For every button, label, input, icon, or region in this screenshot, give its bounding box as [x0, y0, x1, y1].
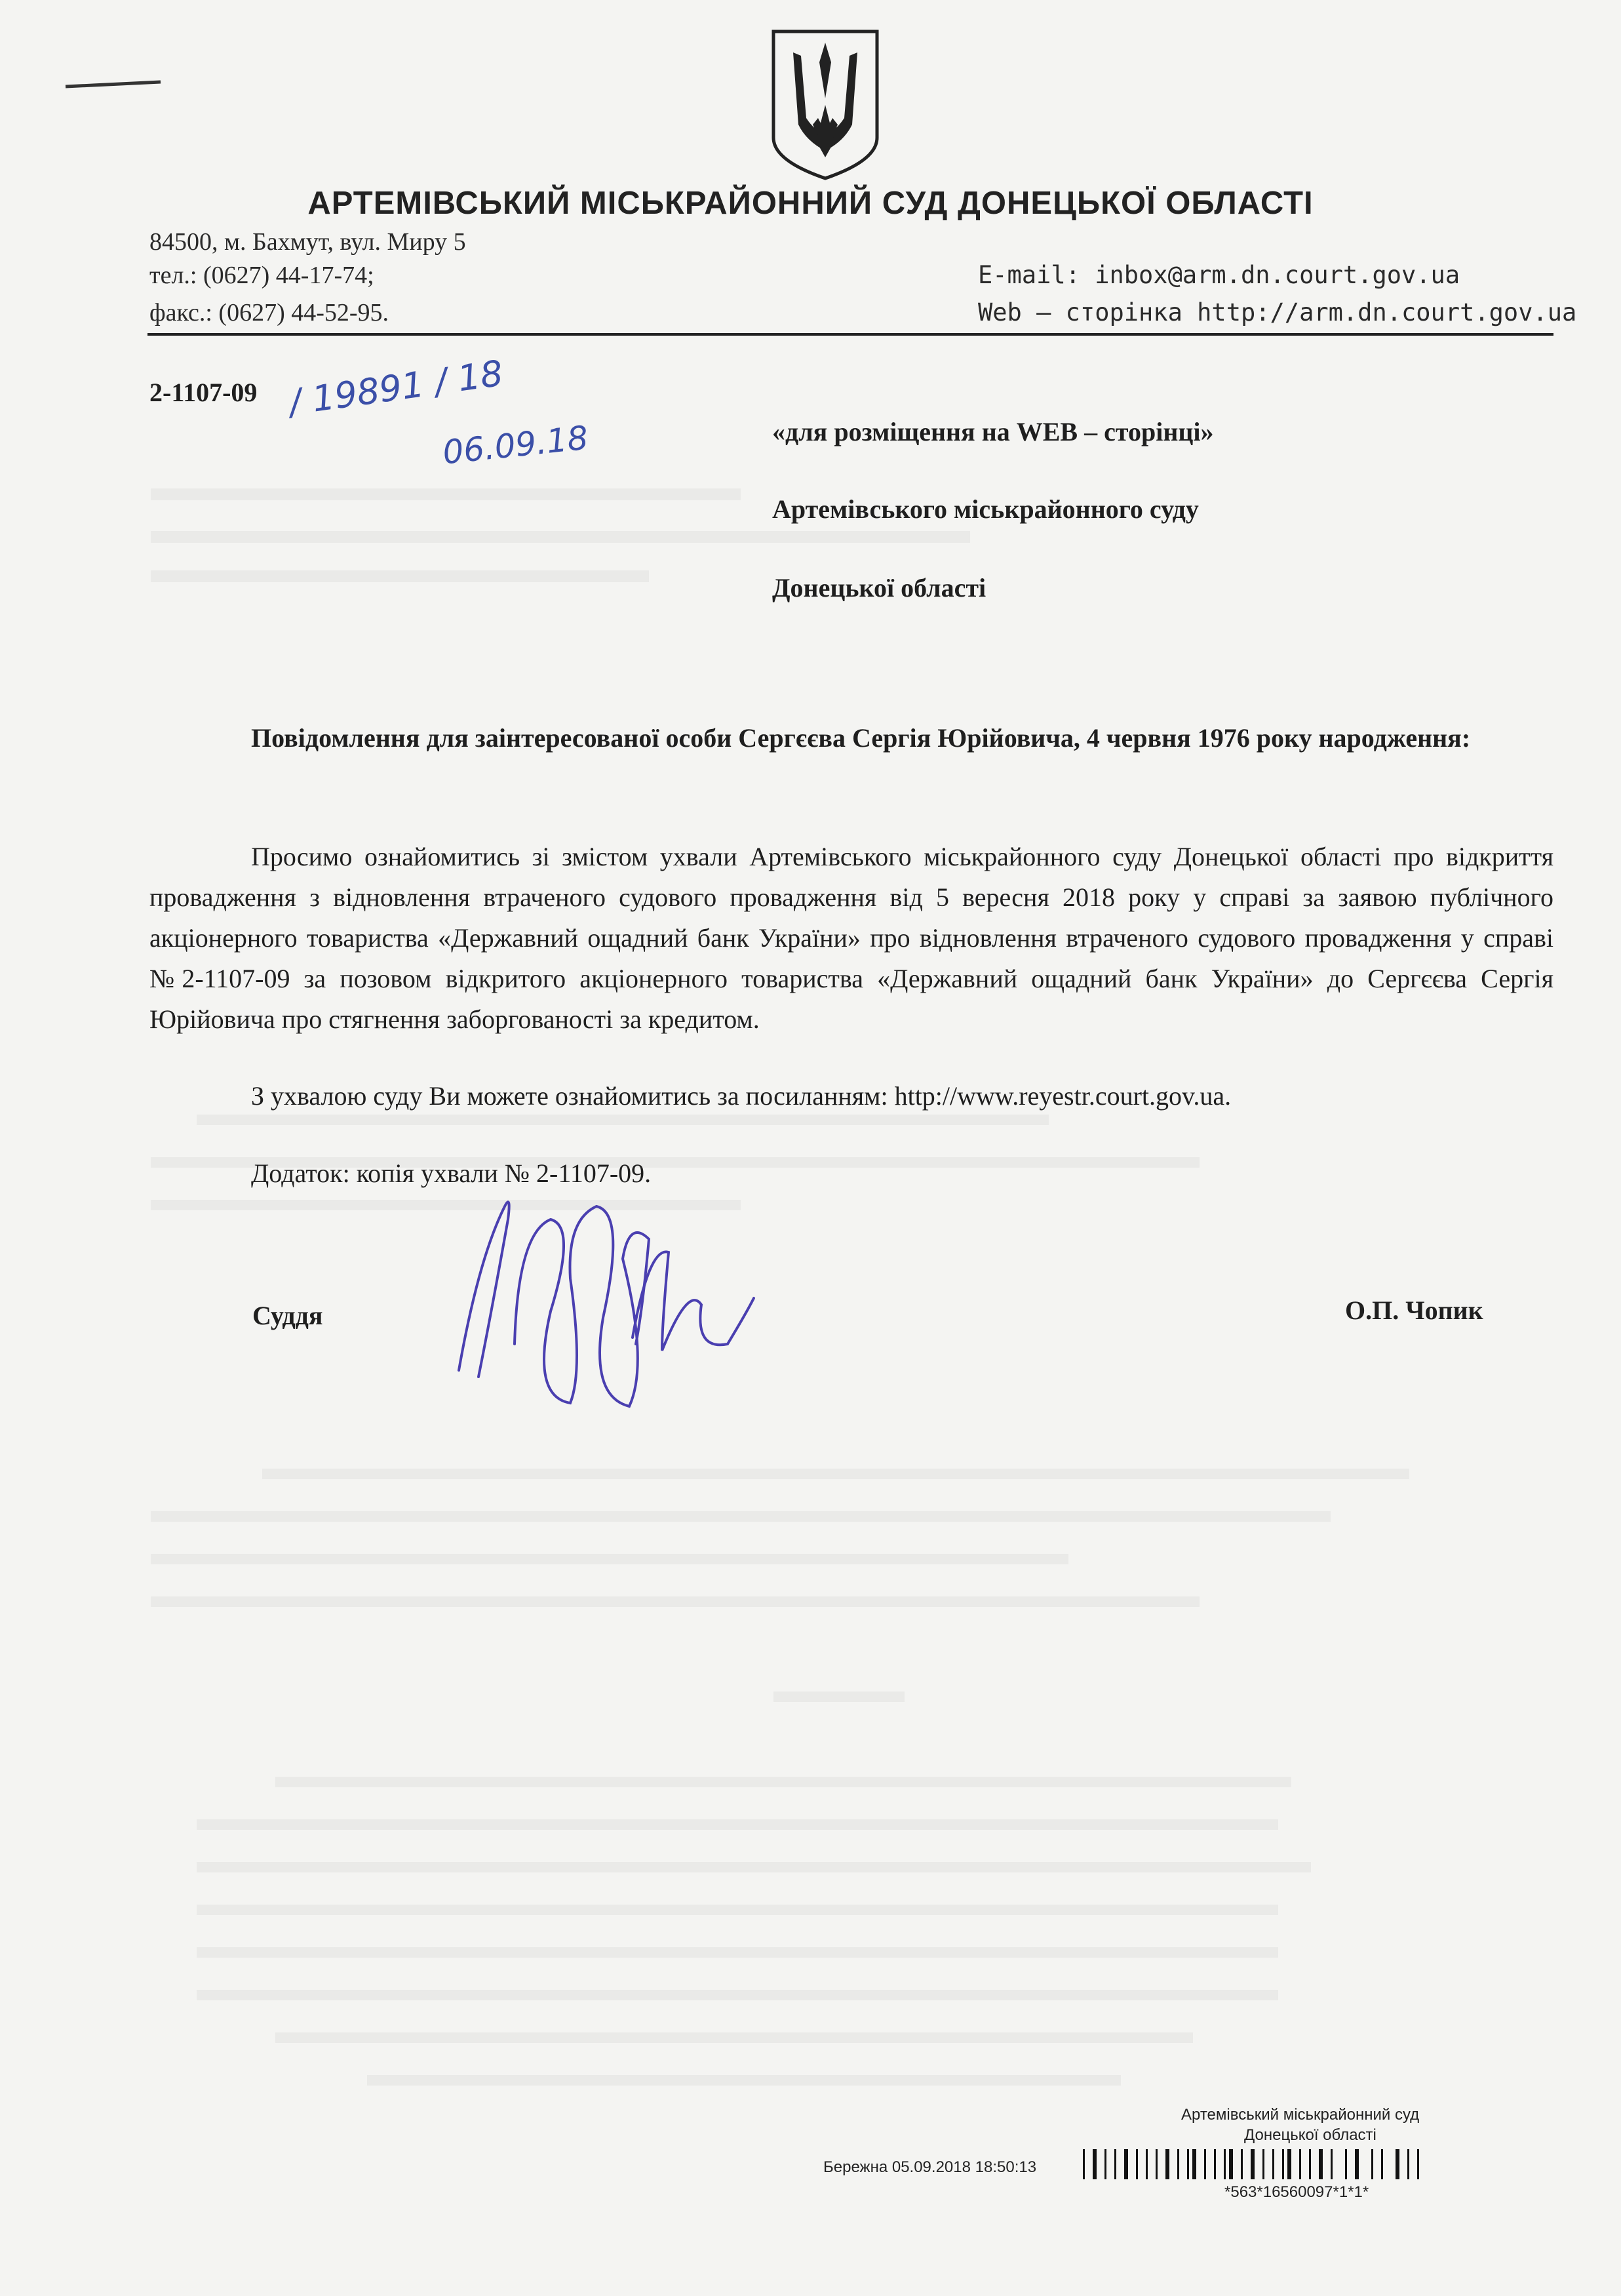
header-divider [147, 333, 1553, 336]
coat-of-arms-emblem [767, 26, 884, 184]
case-number: 2-1107-09 [149, 378, 258, 407]
addressee-line-2: Артемівського міськрайонного суду [772, 494, 1199, 524]
notice-attachment: Додаток: копія ухвали № 2-1107-09. [251, 1158, 652, 1188]
court-fax: факс.: (0627) 44-52-95. [149, 299, 389, 327]
notice-body: Просимо ознайомитись зі змістом ухвали Артемівського міськрайонного суду Донецької області про відкриття провадження з відновлення втраченого судового провадження від 5 вересня 2018 року у справі за заявою публічного акціонерного товариства «Державний ощадний банк України» про відновлення втраченого судового провадження у справі №2-1107-09 за позовом відкритого акціонерного товариства «Державний ощадний банк України» до Сергєєва Сергія Юрійовича про стягнення заборгованості за кредитом. [149, 842, 1553, 1034]
notice-link-line: З ухвалою суду Ви можете ознайомитись за посиланням: http://www.reyestr.court.gov.ua. [251, 1081, 1232, 1111]
registry-barcode [1083, 2149, 1560, 2182]
judge-name: О.П. Чопик [1345, 1296, 1483, 1325]
stamp-court-line-1: Артемівський міськрайонний суд [1181, 2106, 1420, 2124]
court-email: E-mail: inbox@arm.dn.court.gov.ua [978, 261, 1460, 289]
judge-signature [452, 1180, 767, 1436]
court-website: Web – сторінка http://arm.dn.court.gov.ua [978, 298, 1577, 327]
court-address: 84500, м. Бахмут, вул. Миру 5 [149, 228, 466, 256]
court-phone: тел.: (0627) 44-17-74; [149, 262, 374, 289]
barcode-number: *563*16560097*1*1* [1224, 2183, 1369, 2201]
stamp-clerk-timestamp: Бережна 05.09.2018 18:50:13 [823, 2158, 1037, 2176]
stamp-court-line-2: Донецької області [1244, 2126, 1377, 2144]
court-title: АРТЕМІВСЬКИЙ МІСЬКРАЙОННИЙ СУД ДОНЕЦЬКОЇ ОБЛАСТІ [307, 186, 1314, 221]
addressee-line-3: Донецької області [772, 573, 986, 603]
judge-role-label: Суддя [252, 1301, 323, 1330]
handwritten-date: 06.09.18 [440, 418, 591, 472]
addressee-line-1: «для розміщення на WEB – сторінці» [772, 417, 1214, 446]
handwritten-registration-number: / 19891 / 18 [286, 352, 506, 424]
notice-heading: Повідомлення для заінтересованої особи Сергєєва Сергія Юрійовича, 4 червня 1976 року народження: [251, 723, 1471, 753]
